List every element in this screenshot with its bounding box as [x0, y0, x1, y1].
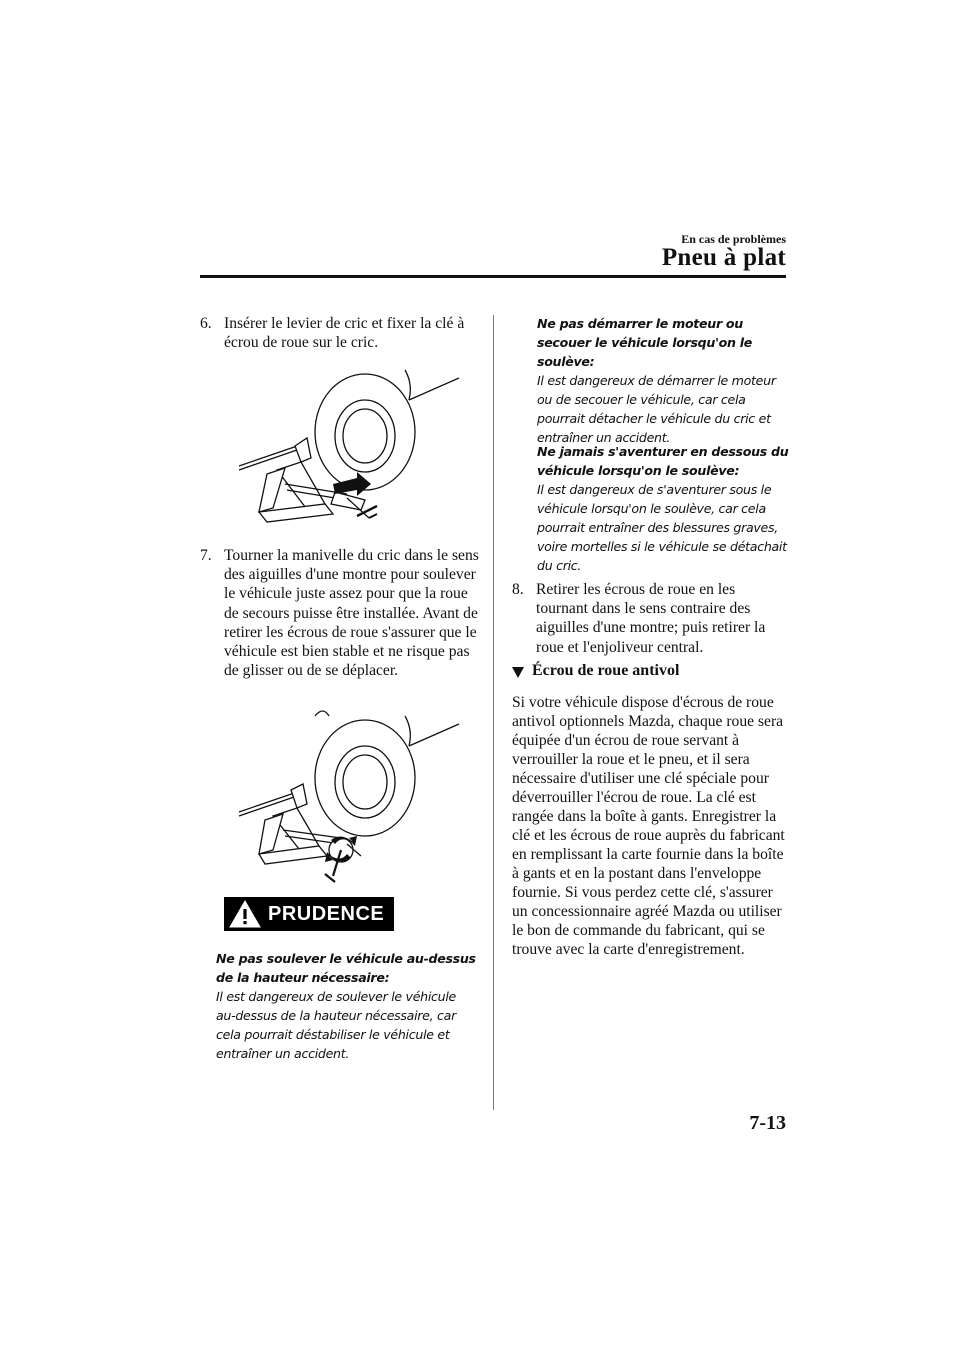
step-8 — [512, 580, 787, 657]
header-rule — [200, 275, 786, 278]
page-number: 7-13 — [749, 1112, 786, 1134]
column-divider — [493, 315, 494, 1110]
step-text: Retirer les écrous de roue en les tournant dans le sens contraire des aiguilles d'une montre; puis retirer la roue et l'enjoliveur central. — [536, 581, 766, 656]
triangle-down-icon — [512, 667, 524, 678]
caution-heading: Ne jamais s'aventurer en dessous du véhicule lorsqu'on le soulève: — [537, 444, 789, 478]
caution-badge — [224, 897, 394, 931]
caution-heading: Ne pas soulever le véhicule au-dessus de la hauteur nécessaire: — [216, 951, 476, 985]
section-label: En cas de problèmes — [681, 232, 786, 246]
caution-block — [537, 442, 789, 575]
antitheft-section-heading — [512, 662, 679, 680]
step-text: Tourner la manivelle du cric dans le sens des aiguilles d'une montre pour soulever le véhicule juste assez pour que la roue de secours puisse être installée. Avant de retirer les écrous de roue s'assurer que le véhicule est bien stable et ne risque pas de glisser ou de se déplacer. — [224, 547, 479, 680]
jack-lever-illustration — [237, 366, 463, 532]
caution-block — [537, 314, 789, 447]
jack-crank-illustration — [237, 706, 463, 890]
antitheft-heading-text: Écrou de roue antivol — [532, 662, 680, 679]
caution-body: Il est dangereux de s'aventurer sous le véhicule lorsqu'on le soulève, car cela pourrait entraîner des blessures graves, voire mortelles si le véhicule se détachait du cric. — [537, 482, 787, 573]
step-text: Insérer le levier de cric et fixer la clé à écrou de roue sur le cric. — [224, 315, 465, 352]
step-number: 7. — [200, 547, 212, 564]
caution-body: Il est dangereux de démarrer le moteur ou de secouer le véhicule, car cela pourrait détacher le véhicule du cric et entraîner un accident. — [537, 373, 776, 445]
step-6 — [200, 314, 475, 352]
step-7 — [200, 546, 480, 680]
page-title: Pneu à plat — [661, 244, 786, 271]
antitheft-paragraph: Si votre véhicule dispose d'écrous de roue antivol optionnels Mazda, chaque roue sera équipée d'un écrou de roue servant à verrouiller la roue et le pneu, et il sera nécessaire d'utiliser une clé spéciale pour déverrouiller l'écrou de roue. La clé est rangée dans la boîte à gants. Enregistrer la clé et les écrous de roue auprès du fabricant en remplissant la carte fournie dans la boîte à gants et en la postant dans l'enveloppe fournie. Si vous perdez cette clé, s'assurer un concessionnaire agréé Mazda ou utiliser le bon de commande du fabricant, qui se trouve avec la carte d'enregistrement. — [512, 694, 785, 958]
caution-heading: Ne pas démarrer le moteur ou secouer le véhicule lorsqu'on le soulève: — [537, 316, 752, 369]
step-number: 6. — [200, 315, 212, 332]
warning-triangle-icon — [228, 899, 262, 929]
step-number: 8. — [512, 581, 524, 598]
caution-block — [216, 949, 478, 1063]
caution-body: Il est dangereux de soulever le véhicule au-dessus de la hauteur nécessaire, car cela pourrait déstabiliser le véhicule et entraîner un accident. — [216, 989, 456, 1061]
caution-label: PRUDENCE — [268, 902, 385, 925]
